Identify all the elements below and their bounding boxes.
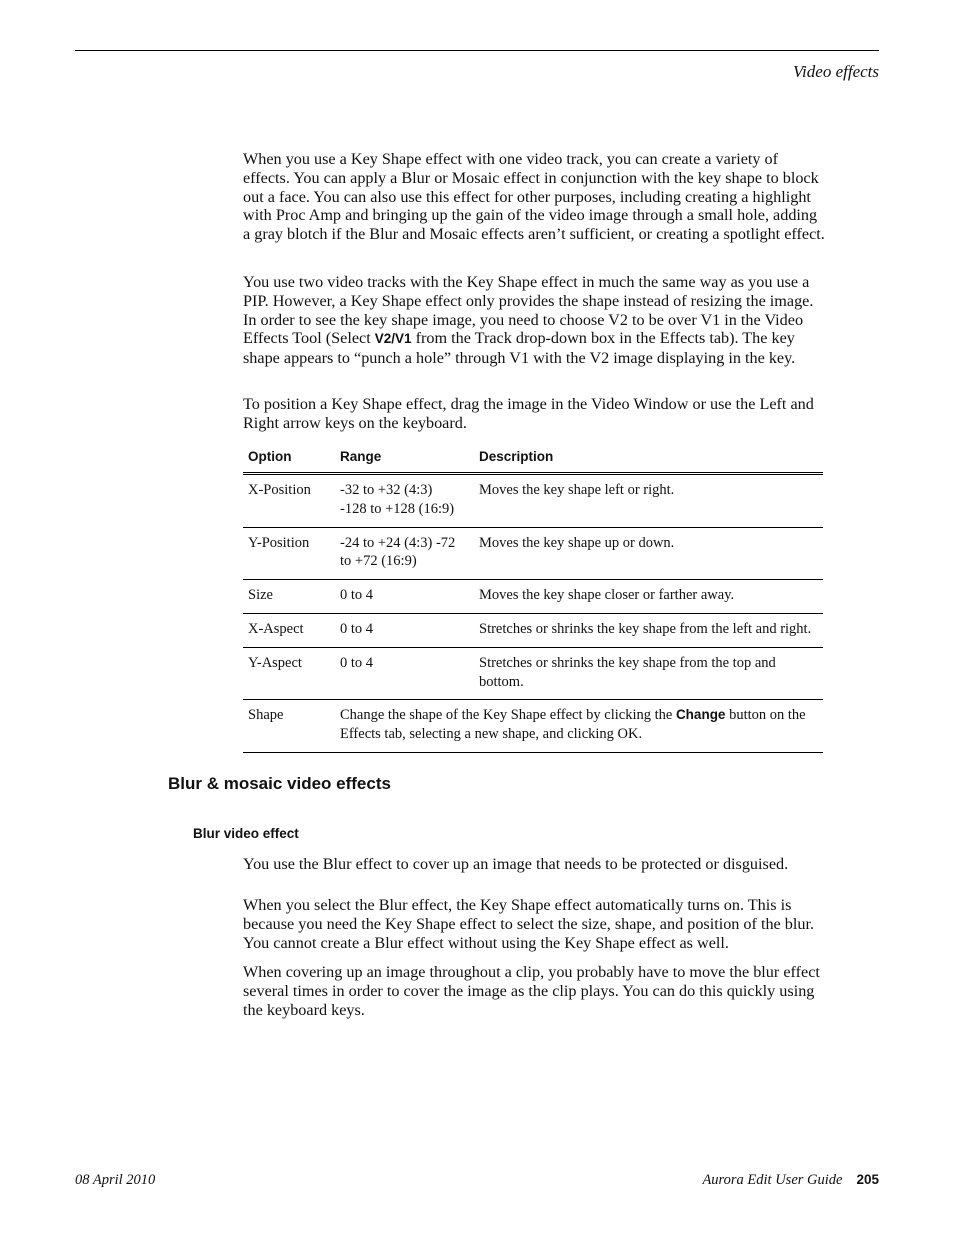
subsection-heading: Blur video effect: [193, 826, 299, 841]
intro-paragraph-2: [243, 273, 825, 368]
shape-description-cell: Change the shape of the Key Shape effect by clicking the Change button on the Effects tab, selecting a new shape, and clicking OK.: [335, 700, 823, 753]
key-shape-options-table: [243, 446, 823, 753]
table-row: [243, 474, 823, 528]
table-row: [243, 580, 823, 614]
option-cell: Shape: [243, 700, 335, 753]
range-cell: -32 to +32 (4:3) -128 to +128 (16:9): [335, 474, 474, 528]
range-cell: 0 to 4: [335, 613, 474, 647]
footer-guide-title: Aurora Edit User Guide: [702, 1172, 843, 1188]
option-cell: Y-Position: [243, 527, 335, 580]
intro-paragraph-1: When you use a Key Shape effect with one video track, you can create a variety of effects. You can apply a Blur or Mosaic effect in conjunction with the key shape to block out a face. You can also use this effect for other purposes, including creating a highlight with Proc Amp and bringing up the gain of the video image through a small hole, adding a gray blotch if the Blur and Mosaic effects aren’t sufficient, or creating a spotlight effect.: [243, 150, 825, 244]
description-cell: Moves the key shape up or down.: [474, 527, 823, 580]
option-cell: Y-Aspect: [243, 647, 335, 700]
description-cell: Stretches or shrinks the key shape from the left and right.: [474, 613, 823, 647]
description-cell: Moves the key shape closer or farther away.: [474, 580, 823, 614]
option-cell: X-Position: [243, 474, 335, 528]
header-rule: [75, 50, 879, 51]
range-cell: 0 to 4: [335, 647, 474, 700]
p2-text-before: You use two video tracks with the Key Shape effect in much the same way as you use a PIP. However, a Key Shape effect only provides the shape instead of resizing the image. In order to see the key shape image, you need to choose V2 to be over V1 in the Video Effects Tool (Select: [243, 273, 814, 348]
blur-paragraph-1: You use the Blur effect to cover up an image that needs to be protected or disguised.: [243, 855, 789, 873]
track-option-v2v1: V2/V1: [374, 331, 412, 347]
section-heading: Blur & mosaic video effects: [168, 774, 391, 793]
column-header-description: Description: [474, 446, 823, 474]
table-row: [243, 613, 823, 647]
p2-text-after: from the Track drop-down box in the Effects tab). The key shape appears to “punch a hole” through V1 with the V2 image displaying in the key.: [243, 329, 796, 368]
description-cell: Stretches or shrinks the key shape from the top and bottom.: [474, 647, 823, 700]
change-button-label: Change: [675, 707, 726, 723]
blur-paragraph-3: When covering up an image throughout a clip, you probably have to move the blur effect several times in order to cover the image as the clip plays. You can do this quickly using the keyboard keys.: [243, 963, 820, 1019]
table-row: [243, 647, 823, 700]
column-header-range: Range: [335, 446, 474, 474]
table-row: [243, 527, 823, 580]
column-header-option: Option: [243, 446, 335, 474]
description-cell: Moves the key shape left or right.: [474, 474, 823, 528]
table-row: [243, 700, 823, 753]
footer-right: [702, 1172, 879, 1189]
option-cell: X-Aspect: [243, 613, 335, 647]
blur-paragraph-2: When you select the Blur effect, the Key Shape effect automatically turns on. This is because you need the Key Shape effect to select the size, shape, and position of the blur. You cannot create a Blur effect without using the Key Shape effect as well.: [243, 896, 815, 952]
range-cell: -24 to +24 (4:3) -72 to +72 (16:9): [335, 527, 474, 580]
running-header: Video effects: [792, 62, 879, 81]
intro-paragraph-3: To position a Key Shape effect, drag the image in the Video Window or use the Left and Right arrow keys on the keyboard.: [243, 395, 814, 432]
table-header-row: [243, 446, 823, 474]
page-number: 205: [856, 1172, 879, 1187]
option-cell: Size: [243, 580, 335, 614]
range-cell: 0 to 4: [335, 580, 474, 614]
footer-date: 08 April 2010: [75, 1172, 156, 1188]
